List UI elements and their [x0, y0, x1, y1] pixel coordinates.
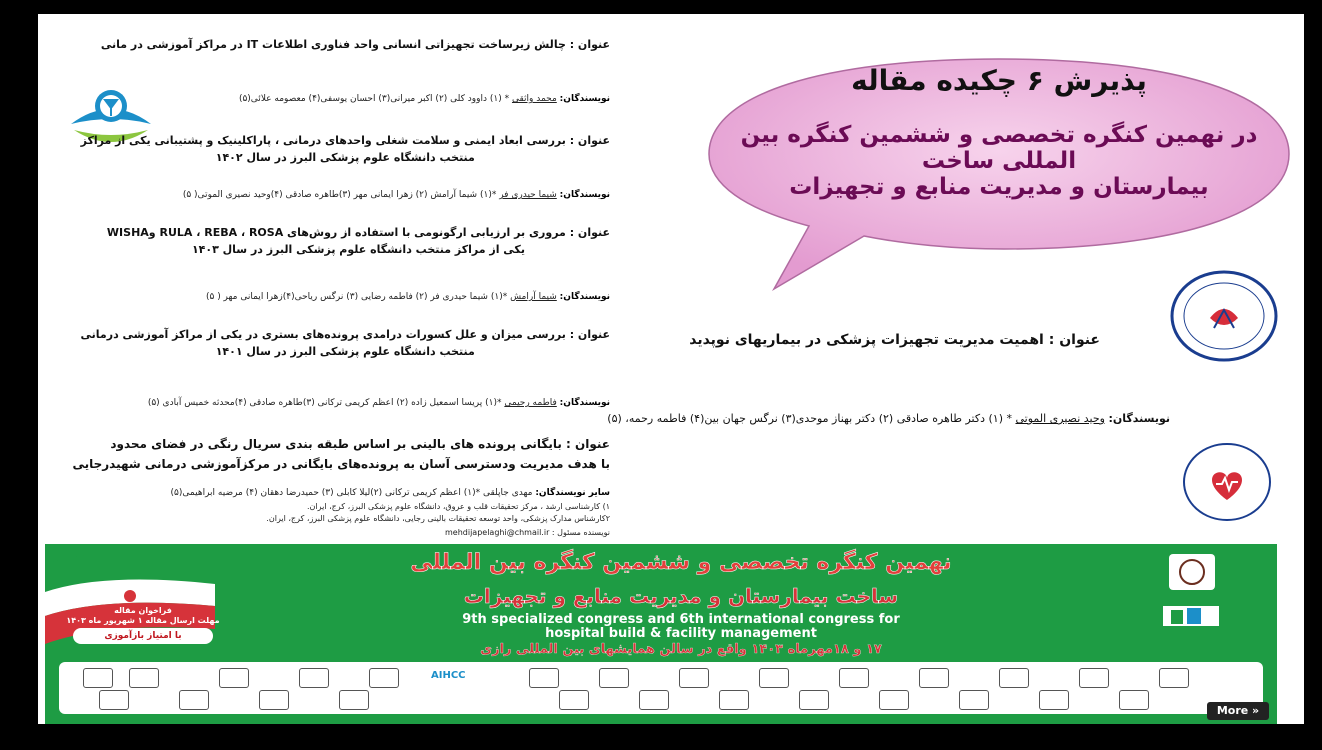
entry-3-title: [107, 224, 610, 258]
authors-rest: *(۱) اعظم کریمی ترکانی (۲)لیلا کابلی (۳) حمیدرضا دهقان (۴) مرضیه ابراهیمی(۵): [170, 488, 481, 498]
entry-5-title: [72, 434, 610, 474]
sponsor-logo-icon: [679, 668, 709, 688]
building-logo-icon: [1161, 602, 1221, 628]
entry-4-title-line1: عنوان : بررسی میزان و علل کسورات درامدی پرونده‌های بستری در یکی از مراکز آموزشی درمانی: [80, 328, 610, 341]
sponsor-logo-icon: [999, 668, 1029, 688]
entry-1-authors: [239, 94, 610, 104]
call-for-papers-box[interactable]: [63, 604, 223, 648]
sponsor-logo-icon: [129, 668, 159, 688]
authors-rest: *(۱) پریسا اسمعیل زاده (۲) اعظم کریمی ترکانی (۳)طاهره صادقی (۴)محدثه خمیس آبادی (۵): [147, 398, 502, 408]
hospital-seal-icon: [1182, 442, 1272, 522]
sponsor-logo-icon: [83, 668, 113, 688]
entry-3-title-line2: یکی از مراکز منتخب دانشگاه علوم پزشکی البرز در سال ۱۴۰۳: [191, 243, 525, 256]
affiliation-2: ۲کارشناس مدارک پزشکی، واحد توسعه تحقیقات بالینی رجایی، دانشگاه علوم پزشکی البرز، کرج، ایران.: [266, 514, 610, 523]
call-credit: با امتیاز بازآموزی: [73, 628, 213, 644]
aihcc-logo: AIHCC: [431, 670, 466, 681]
sponsor-logo-icon: [1039, 690, 1069, 710]
affiliation-1: ۱) کارشناسی ارشد ، مرکز تحقیقات قلب و عروق، دانشگاه علوم پزشکی البرز، کرج، ایران.: [307, 502, 610, 511]
call-deadline: مهلت ارسال مقاله ۱ شهریور ماه ۱۴۰۳: [66, 616, 220, 625]
banner-title-line-2: ساخت بیمارستان و مدیریت منابع و تجهیزات: [463, 584, 899, 608]
sponsor-logo-icon: [179, 690, 209, 710]
entry-4-title: [81, 326, 610, 360]
entry-1-title: عنوان : چالش زیرساخت تجهیزاتی انسانی واحد فناوری اطلاعات IT در مراکز آموزشی در مانی: [100, 38, 610, 51]
authors-rest: * (۱) دکتر طاهره صادقی (۲) دکتر بهناز موحدی(۳) نرگس جهان بین(۴) فاطمه رحمه، (۵): [607, 412, 1012, 425]
entry-5-title-line2: با هدف مدیریت ودسترسی آسان به پرونده‌های بایگانی در مرکزآموزشی درمانی شهیدرجایی: [72, 457, 610, 471]
entry-2-title: [81, 132, 610, 166]
first-author: شیما آرامش: [510, 292, 557, 302]
sponsor-logos-strip: [59, 662, 1263, 714]
first-author: مهدی جاپلقی: [483, 488, 533, 498]
banner-date: ۱۷ و ۱۸مهرماه ۱۴۰۳ واقع در سالن همایشهای بین المللی رازی: [480, 642, 882, 657]
sponsor-logo-icon: [339, 690, 369, 710]
frame-edge: [1300, 14, 1304, 724]
bubble-line-1: در نهمین کنگره تخصصی و ششمین کنگره بین المللی ساخت: [740, 122, 1258, 174]
sponsor-logo-icon: [919, 668, 949, 688]
entry-3-title-line1: عنوان : مروری بر ارزیابی ارگونومی با استفاده از روش‌های RULA ، REBA ، ROSA وWISHA: [106, 226, 610, 239]
sponsor-logo-icon: [799, 690, 829, 710]
first-author: فاطمه رحیمی: [504, 398, 557, 408]
authors-label: نویسندگان:: [559, 190, 610, 200]
call-title: فراخوان مقاله: [114, 606, 172, 615]
authors-label: نویسندگان:: [559, 398, 610, 408]
sponsor-logo-icon: [839, 668, 869, 688]
authors-label: نویسندگان:: [559, 292, 610, 302]
main-article-title: عنوان : اهمیت مدیریت تجهیزات پزشکی در بیماریهای نوپدید: [689, 332, 1100, 348]
content-frame: [38, 14, 1300, 724]
entry-4-title-line2: منتخب دانشگاه علوم پزشکی البرز در سال ۱۴۰۱: [215, 345, 475, 358]
banner-english-line-1: 9th specialized congress and 6th international congress for: [462, 612, 900, 627]
entry-2-title-line2: منتخب دانشگاه علوم پزشکی البرز در سال ۱۴۰۲: [215, 151, 475, 164]
authors-rest: *(۱) شیما حیدری فر (۲) فاطمه رضایی (۳) نرگس ریاحی(۴)زهرا ایمانی مهر ( ۵): [205, 292, 508, 302]
sponsor-logo-icon: [219, 668, 249, 688]
main-article-authors: [607, 412, 1170, 425]
sponsor-logo-icon: [299, 668, 329, 688]
sponsor-logo-icon: [259, 690, 289, 710]
entry-4-authors: [148, 398, 610, 408]
sponsor-logo-icon: [719, 690, 749, 710]
sponsor-logo-icon: [879, 690, 909, 710]
bubble-headline: پذیرش ۶ چکیده مقاله: [851, 64, 1147, 97]
authors-label: نویسندگان:: [559, 94, 610, 104]
banner-title-line-1: نهمین کنگره تخصصی و ششمین کنگره بین المللی: [410, 550, 952, 575]
congress-banner: [45, 544, 1277, 724]
banner-english-line-2: hospital build & facility management: [545, 626, 817, 641]
authors-rest: * (۱) داوود کلی (۲) اکبر میرانی(۳) احسان یوسفی(۴) معصومه علائی(۵): [238, 94, 510, 104]
sponsor-logo-icon: [99, 690, 129, 710]
sponsor-logo-icon: [639, 690, 669, 710]
first-author: محمد واثقی: [511, 94, 557, 104]
authors-rest: *(۱) شیما آرامش (۲) زهرا ایمانی مهر (۳)طاهره صادقی (۴)وحید نصیری الموتی( ۵): [182, 190, 497, 200]
entry-2-authors: [183, 190, 610, 200]
bubble-line-2: بیمارستان و مدیریت منابع و تجهیزات: [789, 174, 1209, 200]
sponsor-logo-icon: [559, 690, 589, 710]
authors-label: نویسندگان:: [1108, 412, 1170, 425]
sponsor-logo-icon: [759, 668, 789, 688]
more-button[interactable]: More »: [1207, 702, 1269, 720]
corresponding-author: نویسنده مسئول : mehdijapelaghi@chmail.ir: [444, 528, 610, 537]
authors-label: سایر نویسندگان:: [535, 488, 610, 498]
sponsor-logo-icon: [599, 668, 629, 688]
first-author: شیما حیدری فر: [499, 190, 557, 200]
sponsor-logo-icon: [529, 668, 559, 688]
sponsor-logo-icon: [959, 690, 989, 710]
university-logo-icon: [1167, 552, 1217, 592]
sponsor-logo-icon: [1119, 690, 1149, 710]
entry-5-authors: [171, 488, 610, 498]
entry-5-title-line1: عنوان : بایگانی پرونده های بالینی بر اساس طبقه بندی سریال رنگی در فضای محدود: [110, 437, 610, 451]
first-author: وحید نصیری الموتی: [1015, 412, 1105, 425]
entry-2-title-line1: عنوان : بررسی ابعاد ایمنی و سلامت شغلی واحدهای درمانی ، پاراکلینیک و پشتیبانی یکی از مراکز: [80, 134, 610, 147]
sponsor-logo-icon: [1159, 668, 1189, 688]
sponsor-logo-icon: [1079, 668, 1109, 688]
speech-bubble: [704, 54, 1294, 254]
research-unit-seal-icon: [1170, 270, 1278, 362]
entry-3-authors: [206, 292, 610, 302]
sponsor-logo-icon: [369, 668, 399, 688]
